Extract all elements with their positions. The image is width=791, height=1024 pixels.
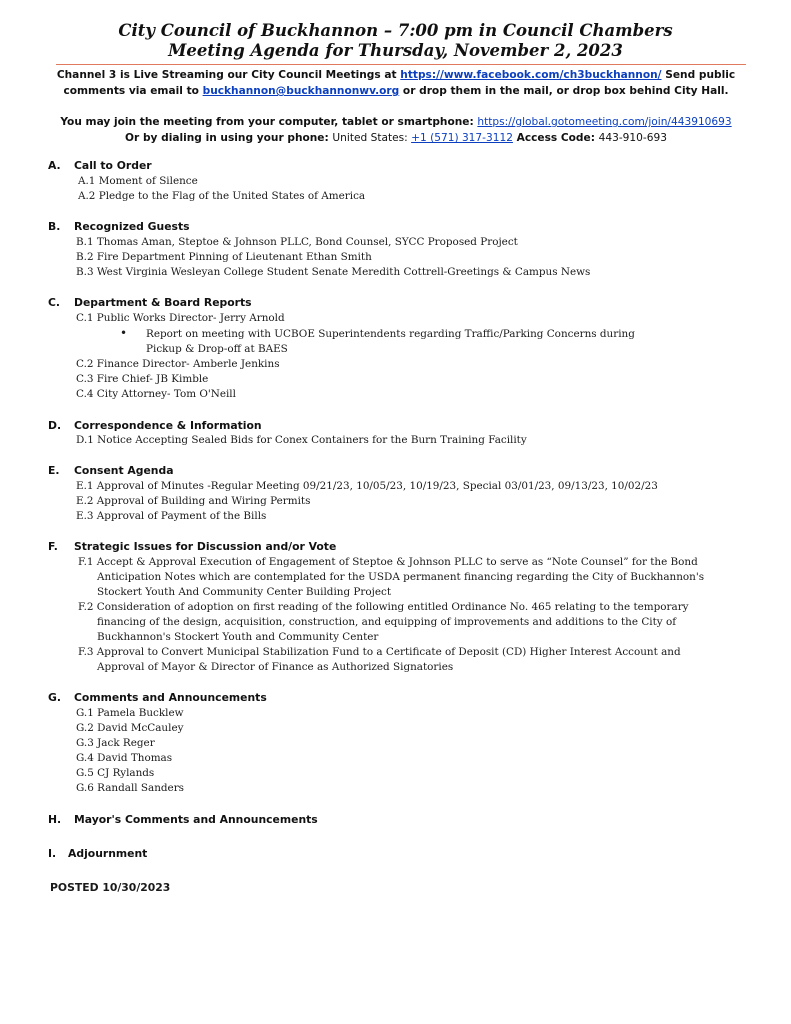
agenda-item-g2: G.2 David McCauley <box>76 722 184 734</box>
section-f-heading <box>48 539 336 554</box>
agenda-item-f3-line-1: F.3 Approval to Convert Municipal Stabilization Fund to a Certificate of Deposit (CD) Higher Interest Account and <box>78 646 681 658</box>
section-e-heading <box>48 463 174 478</box>
agenda-item-g4: G.4 David Thomas <box>76 752 173 764</box>
posted-date: POSTED 10/30/2023 <box>50 881 171 894</box>
agenda-item-f2-line-1: F.2 Consideration of adoption on first reading of the following entitled Ordinance No. 465 relating to the temporary <box>78 601 689 613</box>
agenda-item-f1-line-1: F.1 Accept & Approval Execution of Engagement of Steptoe & Johnson PLLC to serve as “Note Counsel” for the Bond <box>78 556 698 568</box>
agenda-item-d1: D.1 Notice Accepting Sealed Bids for Conex Containers for the Burn Training Facility <box>76 434 527 446</box>
gotomeeting-link[interactable]: https://global.gotomeeting.com/join/443910693 <box>477 116 732 128</box>
section-title: Recognized Guests <box>74 220 190 233</box>
agenda-item-f2-line-3: Buckhannon's Stockert Youth and Community Center <box>97 631 379 643</box>
section-title: Call to Order <box>74 159 152 172</box>
agenda-title-line-2: Meeting Agenda for Thursday, November 2, 2023 <box>168 41 623 60</box>
agenda-item-c4: C.4 City Attorney- Tom O'Neill <box>76 388 236 400</box>
bullet-icon: • <box>120 326 128 340</box>
section-letter: C. <box>48 296 61 309</box>
section-title: Adjournment <box>68 847 148 860</box>
agenda-item-f3-line-2: Approval of Mayor & Director of Finance as Authorized Signatories <box>97 661 454 673</box>
streaming-notice <box>40 67 752 99</box>
dial-country: United States: <box>332 132 412 144</box>
section-g-heading <box>48 690 267 705</box>
section-title: Mayor's Comments and Announcements <box>74 813 318 826</box>
section-letter: B. <box>48 220 61 233</box>
agenda-item-b2: B.2 Fire Department Pinning of Lieutenant Ethan Smith <box>76 251 372 263</box>
agenda-item-g6: G.6 Randall Sanders <box>76 782 184 794</box>
section-title: Strategic Issues for Discussion and/or Vote <box>74 540 337 553</box>
agenda-item-e3: E.3 Approval of Payment of the Bills <box>76 510 267 522</box>
section-letter: A. <box>48 159 61 172</box>
section-title: Correspondence & Information <box>74 419 262 432</box>
section-title: Comments and Announcements <box>74 691 267 704</box>
agenda-item-b1: B.1 Thomas Aman, Steptoe & Johnson PLLC, Bond Counsel, SYCC Proposed Project <box>76 236 518 248</box>
agenda-item-f1-line-3: Stockert Youth And Community Center Building Project <box>97 586 392 598</box>
section-c-heading <box>48 295 252 310</box>
section-d-heading <box>48 418 262 433</box>
section-letter: F. <box>48 540 58 553</box>
section-i-heading <box>48 846 147 861</box>
agenda-item-e1: E.1 Approval of Minutes -Regular Meeting 09/21/23, 10/05/23, 10/19/23, Special 03/01/23, 09/13/23, 10/02/23 <box>76 480 658 492</box>
agenda-item-c3: C.3 Fire Chief- JB Kimble <box>76 373 209 385</box>
bullet-item-line-1: Report on meeting with UCBOE Superintendents regarding Traffic/Parking Concerns during <box>146 328 635 340</box>
dial-text: Or by dialing in using your phone: <box>125 132 333 144</box>
agenda-item-a2: A.2 Pledge to the Flag of the United States of America <box>78 190 366 202</box>
agenda-item-g3: G.3 Jack Reger <box>76 737 155 749</box>
section-letter: D. <box>48 419 62 432</box>
access-code: 443-910-693 <box>598 132 667 144</box>
agenda-item-e2: E.2 Approval of Building and Wiring Permits <box>76 495 311 507</box>
comments-text: comments via email to <box>63 85 203 97</box>
section-b-heading <box>48 219 190 234</box>
section-title: Department & Board Reports <box>74 296 252 309</box>
header-divider <box>56 64 746 65</box>
section-letter: I. <box>48 847 57 860</box>
agenda-item-g1: G.1 Pamela Bucklew <box>76 707 184 719</box>
section-title: Consent Agenda <box>74 464 174 477</box>
agenda-item-f2-line-2: financing of the design, acquisition, construction, and equipping of improvements and additions to the City of <box>97 616 677 628</box>
agenda-item-g5: G.5 CJ Rylands <box>76 767 155 779</box>
section-letter: H. <box>48 813 62 826</box>
section-h-heading <box>48 812 318 827</box>
phone-link[interactable]: +1 (571) 317-3112 <box>411 132 513 144</box>
access-code-label: Access Code: <box>512 132 599 144</box>
email-link[interactable]: buckhannon@buckhannonwv.org <box>202 85 400 97</box>
section-letter: G. <box>48 691 61 704</box>
bullet-item-line-2: Pickup & Drop-off at BAES <box>146 343 288 355</box>
agenda-item-c2: C.2 Finance Director- Amberle Jenkins <box>76 358 280 370</box>
agenda-item-b3: B.3 West Virginia Wesleyan College Student Senate Meredith Cottrell-Greetings & Campus News <box>76 266 591 278</box>
stream-text: Channel 3 is Live Streaming our City Council Meetings at <box>56 69 401 81</box>
agenda-item-f1-line-2: Anticipation Notes which are contemplated for the USDA permanent financing regarding the City of Buckhannon's <box>97 571 705 583</box>
agenda-title-line-1: City Council of Buckhannon – 7:00 pm in Council Chambers <box>118 21 673 40</box>
section-a-heading <box>48 158 152 173</box>
agenda-item-a1: A.1 Moment of Silence <box>78 175 198 187</box>
join-notice <box>40 114 752 146</box>
facebook-link[interactable]: https://www.facebook.com/ch3buckhannon/ <box>400 69 662 81</box>
comments-text-b: or drop them in the mail, or drop box behind City Hall. <box>399 85 729 97</box>
agenda-item-c1: C.1 Public Works Director- Jerry Arnold <box>76 312 285 324</box>
join-text: You may join the meeting from your computer, tablet or smartphone: <box>60 116 478 128</box>
section-letter: E. <box>48 464 60 477</box>
stream-text-b: Send public <box>661 69 736 81</box>
